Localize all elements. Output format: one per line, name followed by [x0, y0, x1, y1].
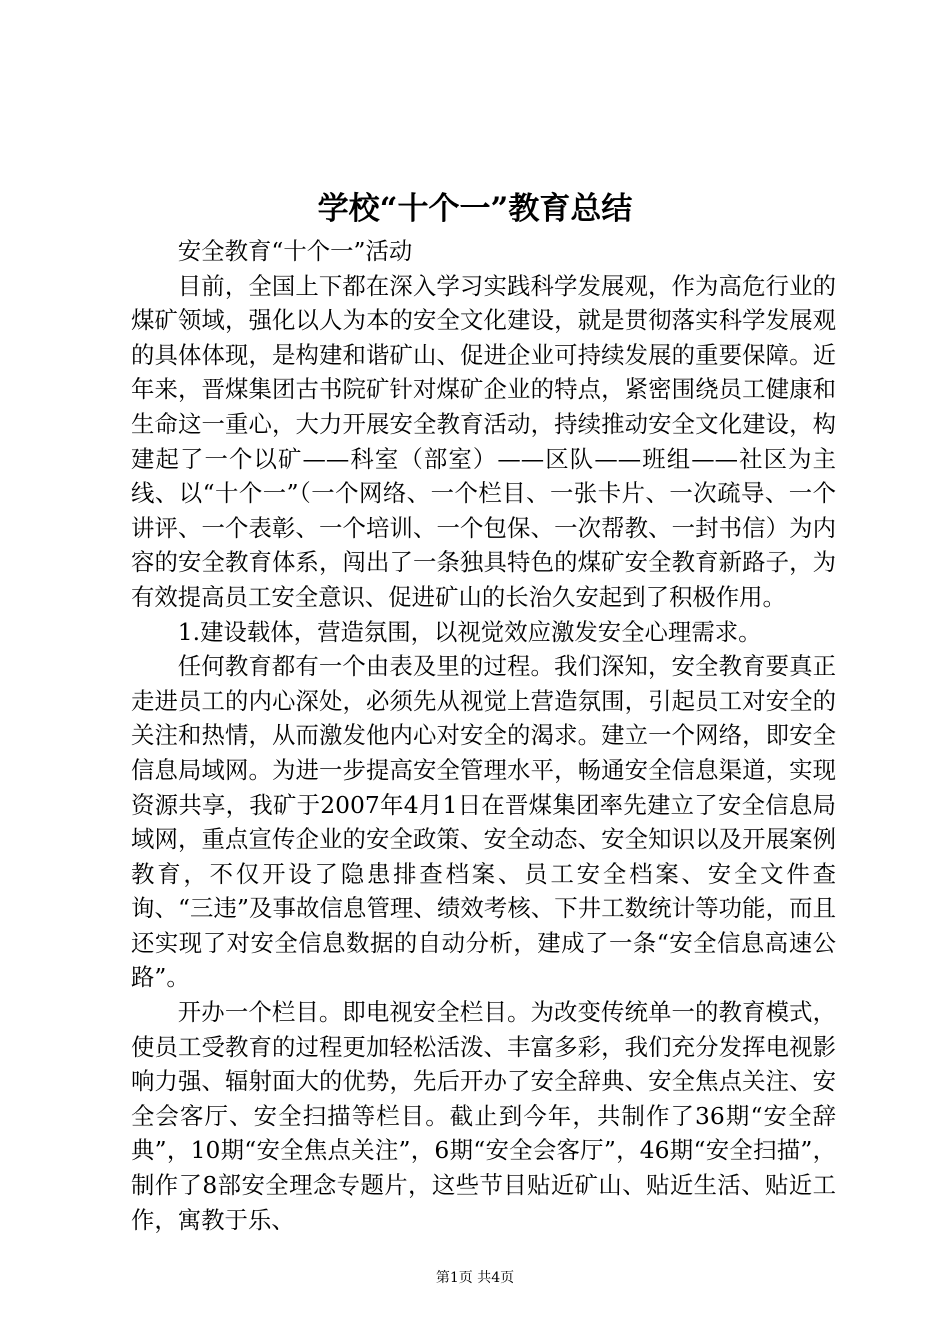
paragraph-subtitle: 安全教育“十个一”活动 [177, 237, 413, 265]
paragraph-tv-column: 开办一个栏目。即电视安全栏目。为改变传统单一的教育模式，使员工受教育的过程更加轻松活泼、丰富多彩，我们充分发挥电视影响力强、辐射面大的优势，先后开办了安全辞典、安全焦点关注、安全会客厅、安全扫描等栏目。截止到今年，共制作了36期“安全辞典”，10期“安全焦点关注”，6期“安全会客厅”，46期“安全扫描”，制作了8部安全理念专题片，这些节目贴近矿山、贴近生活、贴近工作，寓教于乐、 [131, 998, 836, 1234]
paragraph-network: 任何教育都有一个由表及里的过程。我们深知，安全教育要真正走进员工的内心深处，必须先从视觉上营造氛围，引起员工对安全的关注和热情，从而激发他内心对安全的渴求。建立一个网络，即安全信息局域网。为进一步提高安全管理水平，畅通安全信息渠道，实现资源共享，我矿于2007年4月1日在晋煤集团率先建立了安全信息局域网，重点宣传企业的安全政策、安全动态、安全知识以及开展案例教育，不仅开设了隐患排查档案、员工安全档案、安全文件查询、“三违”及事故信息管理、绩效考核、下井工数统计等功能，而且还实现了对安全信息数据的自动分析，建成了一条“安全信息高速公路”。 [131, 652, 836, 992]
paragraph-introduction: 目前，全国上下都在深入学习实践科学发展观，作为高危行业的煤矿领域，强化以人为本的安全文化建设，就是贯彻落实科学发展观的具体体现，是构建和谐矿山、促进企业可持续发展的重要保障。近年来，晋煤集团古书院矿针对煤矿企业的特点，紧密围绕员工健康和生命这一重心，大力开展安全教育活动，持续推动安全文化建设，构建起了一个以矿——科室（部室）——区队——班组——社区为主线、以“十个一”（一个网络、一个栏目、一张卡片、一次疏导、一个讲评、一个表彰、一个培训、一个包保、一次帮教、一封书信）为内容的安全教育体系，闯出了一条独具特色的煤矿安全教育新路子，为有效提高员工安全意识、促进矿山的长治久安起到了积极作用。 [131, 271, 836, 611]
document-body [131, 234, 836, 1237]
document-title: 学校“十个一”教育总结 [317, 191, 633, 227]
page-footer: 第1页 共4页 [435, 1270, 515, 1286]
paragraph-section-heading: 1.建设载体，营造氛围，以视觉效应激发安全心理需求。 [177, 617, 762, 646]
